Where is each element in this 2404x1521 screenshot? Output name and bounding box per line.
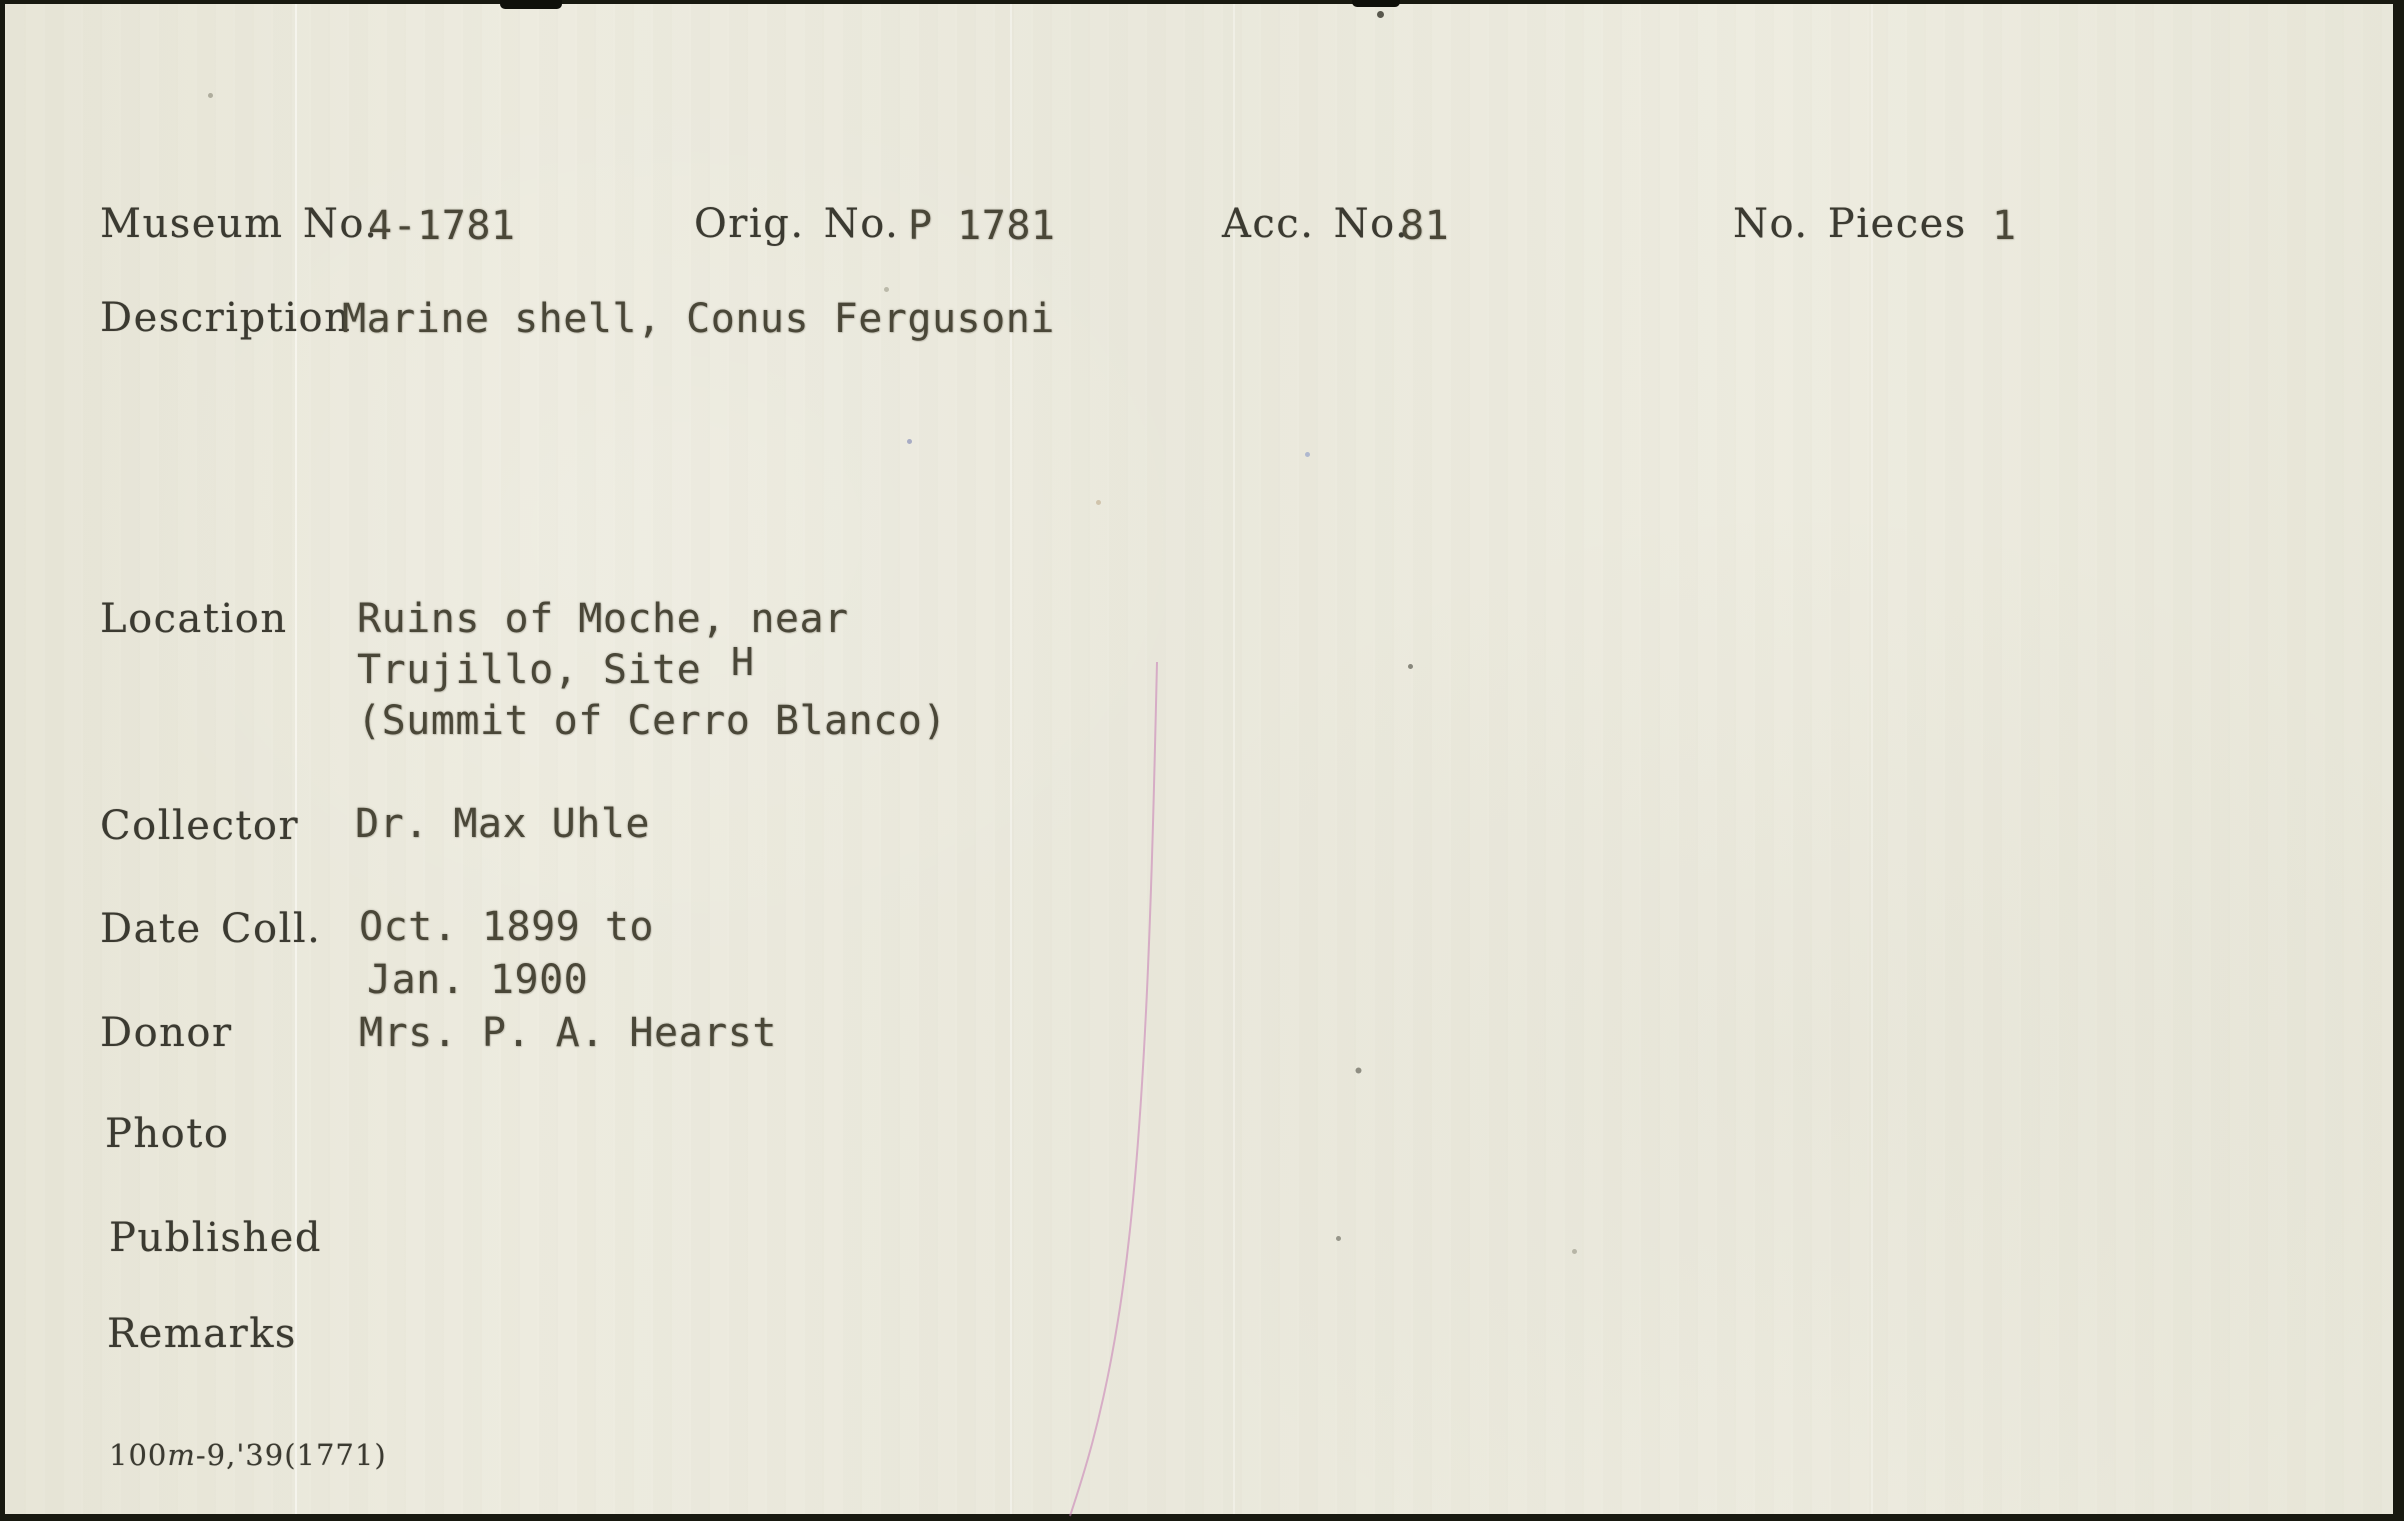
- print-code-prefix: 100: [109, 1438, 168, 1472]
- location-label: Location: [100, 596, 288, 642]
- date-coll-value-line2: Jan. 1900: [367, 957, 589, 1003]
- acc-no-label: Acc. No.: [1222, 201, 1410, 247]
- no-pieces-label: No. Pieces: [1733, 201, 1967, 247]
- museum-no-label: Museum No.: [100, 201, 379, 247]
- date-coll-value-line1: Oct. 1899 to: [359, 904, 654, 950]
- no-pieces-value: 1: [1992, 203, 2017, 249]
- acc-no-value: 81: [1400, 203, 1450, 249]
- location-value-line3: (Summit of Cerro Blanco): [357, 698, 947, 744]
- description-label: Description: [100, 295, 352, 341]
- published-label: Published: [109, 1215, 322, 1261]
- print-code-suffix: -9,'39(1771): [195, 1438, 387, 1472]
- scan-edge-mark: [500, 0, 562, 9]
- location-site-designation: H: [731, 640, 755, 684]
- print-code: [109, 1438, 387, 1472]
- collector-value: Dr. Max Uhle: [355, 801, 650, 847]
- orig-no-label: Orig. No.: [694, 201, 900, 247]
- photo-label: Photo: [105, 1111, 230, 1157]
- description-value: Marine shell, Conus Fergusoni: [342, 296, 1055, 342]
- orig-no-value: P 1781: [908, 203, 1056, 249]
- print-code-italic-m: m: [167, 1438, 196, 1472]
- location-value-line1: Ruins of Moche, near: [357, 596, 849, 642]
- collector-label: Collector: [100, 803, 300, 849]
- location-value-line2: Trujillo, Site: [357, 647, 702, 693]
- museum-no-value: 4-1781: [368, 203, 516, 249]
- paper-specks: [5, 4, 8, 7]
- date-coll-label: Date Coll.: [100, 906, 322, 952]
- scan-edge-mark: [1352, 0, 1400, 7]
- donor-label: Donor: [100, 1010, 233, 1056]
- card-paper: [5, 4, 2393, 1514]
- donor-value: Mrs. P. A. Hearst: [359, 1010, 777, 1056]
- remarks-label: Remarks: [107, 1311, 297, 1357]
